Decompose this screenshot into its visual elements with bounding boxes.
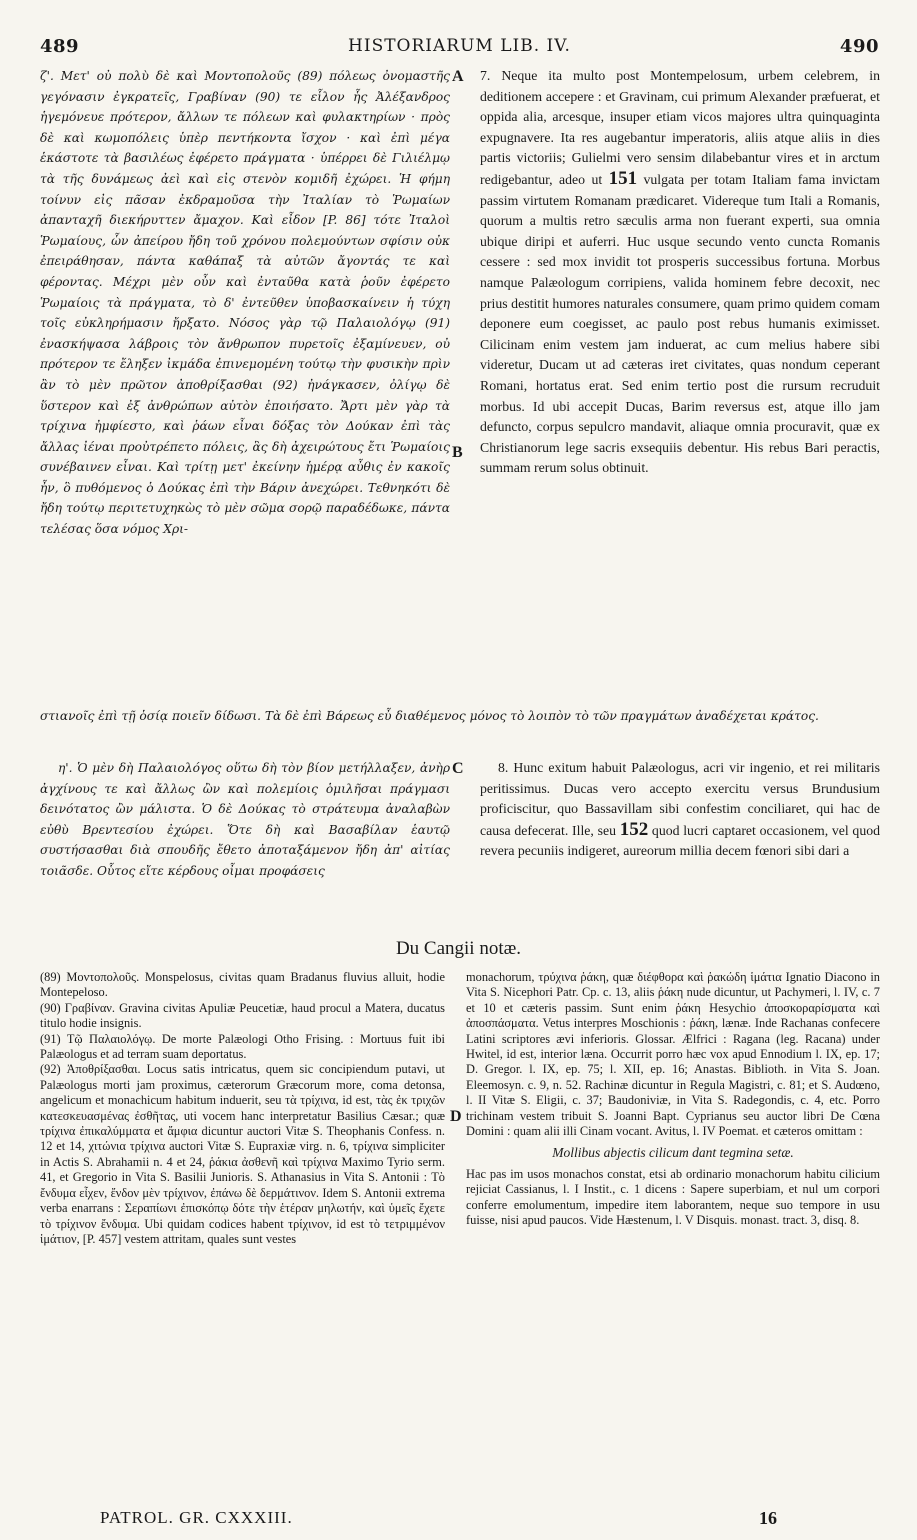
column-number-151: 151 — [608, 167, 638, 189]
notes-heading: Du Cangii notæ. — [395, 938, 522, 959]
note-92-conclusion: Hac pas im usos monachos constat, etsi ab ordinario monachorum habitu cilicium rejiciat Cassianus, l. I Instit., c. 1 dicens : Sapere superbiam, et nul um corpori conferre emolumentum, impedire item laborantem, neque suo tempore in usu fuisse, nisi apud paucos. Vide Hæstenum, l. V Disquis. monast. tract. 3, disq. 8. — [466, 1166, 880, 1228]
note-89: (89) Μοντοπολοῦς. Monspelosus, civitas quam Bradanus fluvius alluit, hodie Montepeloso. — [40, 970, 445, 1000]
greek-column-ch7 — [40, 66, 450, 704]
latin-text-8b: quod lucri captaret occasionem, vel quod revera pecuniis indigeret, aureorum millia decem fœnori sibi dari a — [480, 822, 880, 859]
greek-paragraph-7: ζ'. Μετ' οὐ πολὺ δὲ καὶ Μοντοπολοῦς (89) πόλεως ὀνομαστῆς γεγόνασιν ἐγκρατεῖς, Γραβίναν (90) τε εἷλον ἧς Ἀλέξανδρος ἡγεμόνευε πρότερον, ἄλλων τε πόλεων καὶ φυλακτηρίων · πρὸς δὲ καὶ κωμοπόλεις ὑπὲρ πεντήκοντα ἴσχον · καὶ ἐπὶ μέγα ἑκάστοτε τὰ βασιλέως ἐφέρετο πράγματα · ὑπέρρει δὲ Γιλιέλμῳ τὰ τῆς δυνάμεως ἀεὶ καὶ εἰς στενὸν κομιδῆ ἐχώρει. Ἡ φήμη τοίνυν εἰς πᾶσαν ἐκδραμοῦσα τὴν Ἰταλίαν τὸ Ῥωμαίων ἀπανταχῆ διεκήρυττεν ἄμαχον. Καὶ εἶδον [P. 86] τότε Ἰταλοὶ Ῥωμαίους, ὧν ἀπείρου ἤδη τοῦ χρόνου πολεμούντων σφίσιν οὐκ ἐπειράθησαν, πάντα καθάπαξ τὰ αὐτῶν ἄγοντάς τε καὶ φέροντας. Μέχρι μὲν οὖν καὶ ἐνταῦθα κατὰ ῥοῦν ἐφέρετο Ῥωμαίοις τὰ πράγματα, τὸ δ' ἐντεῦθεν ὑποβασκαίνειν ἡ τύχη τοῖς εὐκληρήμασιν ἤρξατο. Νόσος γὰρ τῷ Παλαιολόγῳ (91) ἐνασκήψασα λάβροις τὸν ἄνθρωπον πυρετοῖς ἐξαμίνευεν, οὐ πρότερον τε ἔληξεν ἰκμάδα ἐπινεμομένη τούτῳ τὴν φυσικὴν πρὶν ἂν τὸ μὲν πρῶτον ἀποθρίξασθαι (92) ἠνάγκασεν, ὀλίγῳ δὲ ὕστερον καὶ ἐξ ἀνθρώπων αὐτὸν ἐποιήσατο. Ἄρτι μὲν γὰρ τὰ τρίχινα ἠμφίεστο, καὶ ῥάων εἶναι δόξας τὸν Δούκαν ἐπὶ τὰς ἄλλας ἰέναι προὐτρέπετο πόλεις, ἃς δὴ ἀχειρώτους ἔτι Ῥωμαίοις συνέβαινεν εἶναι. Καὶ τρίτῃ μετ' ἐκείνην ἡμέρᾳ αὖθις ἐν κακοῖς ἦν, ὃ πυθόμενος ὁ Δούκας ἐπὶ τὴν Βάριν ἀνεχώρει. Τεθνηκότι δὲ ἤδη τούτῳ περιτετυχηκὼς τὸ μὲν σῶμα σορῷ παραδέδωκε, πάντα τελέσας ὅσα νόμος Χρι- — [40, 69, 450, 537]
latin-column-ch7 — [480, 66, 880, 706]
latin-column-ch8 — [480, 758, 880, 926]
footer-series: PATROL. GR. CXXXIII. — [100, 1508, 293, 1527]
greek-fullwidth-continuation: στιανοῖς ἐπὶ τῇ ὁσίᾳ ποιεῖν δίδωσι. Τὰ δὲ ἐπὶ Βάρεως εὖ διαθέμενος μόνος τὸ λοιπὸν τὸ τῶν πραγμάτων ἀναδέχεται κράτος. — [40, 709, 819, 723]
margin-marker-b: B — [452, 444, 463, 461]
notes-right-column — [466, 970, 880, 1500]
latin-text-8a: 8. Hunc exitum habuit Palæologus, acri vir ingenio, et rei militaris peritissimus. Ducas vero accepto exercitu versus Brundusium proficiscitur, quo Bassavillam sibi confestim conciliaret, qui hac de causa defecerat. Ille, seu — [480, 760, 880, 838]
note-92-continued: monachorum, τρύχινα ῥάκη, quæ διέφθορα καὶ ῥακώδη ἱμάτια Ignatio Diacono in Vita S. Nicephori Patr. Cp. c. 13, aliis ῥάκη nude dicuntur, ut Pachymeri, l. IV, c. 7 et 10 et cæteris passim. Sunt enim ῥάκη Hesychio ἀποσκοραρίσματα καὶ ἀποσπάσματα. Vetus interpres Moschionis : ῥάκη, lænæ. Inde Rachanas confecere Latini scriptores ævi inferioris. Glossar. Ælfrici : Ragana (leg. Racana) under Hwitel, id est, interior læna. Occurrit porro hæc vox apud Ennodium l. IX, ep. 17; D. Gregor. l. IX, ep. 75; l. XII, ep. 16; Anastas. Biblioth. in Vita S. Joan. Eleemosyn. c. 9, n. 52. Rachinæ dicuntur in Regula Magistri, c. 81; et S. Audœno, l. II Vitæ S. Eligii, c. 37; Baudoniviæ, in Vita S. Radegondis, c. 4, etc. Porro trichinam vestem tribuit S. Joanni Bapt. Cyprianus seu auctor libri De Cœna Domini : quam alii illi Cinam vocant. Avitus, l. IV Poemat. et cæteros omittam : — [466, 970, 880, 1139]
latin-paragraph-8 — [480, 758, 880, 862]
greek-column-ch8 — [40, 758, 450, 926]
running-title: HISTORIARUM LIB. IV. — [348, 36, 571, 56]
margin-marker-a: A — [452, 68, 464, 85]
latin-text-7b: vulgata per totam Italiam fama invictam passim virtutem Romanam prædicaret. Videreque tum Itali a Romanis, quorum a multis retro sæculis arma non fuerant experti, sua omnia ubique diripi et auferri. Huc usque secundo vento cuncta Romanis cessere : sed mox invidit tot prosperis successibus fortuna. Morbus namque Palæologum corripiens, valida hominem febre decoxit, nec prius destitit humores naturales consumere, quam primo quidem comam deponere eum coegisset, ac paulo post rebus humanis eximisset. Cilicinam enim vestem jam induerat, ac cum melius habere sibi videretur, Ducam ut ad cæteras iret civitates, quas nondum ceperant Romani, hortatus erat. Sed enim tertio post die rursum recruduit morbus. Id ubi accepit Ducas, Barim reversus est, atque illo jam defuncto, corpus sepulcro mandavit, aliaque omnia procuravit, quæ ex Christianorum lege sacris exsequiis debentur. His rebus Bari peractis, summam rerum solus obtinuit. — [480, 171, 880, 476]
note-91: (91) Τῷ Παλαιολόγῳ. De morte Palæologi Otho Frising. : Mortuus fuit ibi Palæologus et ad terram suam deportatus. — [40, 1031, 445, 1062]
page-footer — [100, 1508, 777, 1530]
margin-marker-d: D — [450, 1108, 462, 1125]
column-number-152: 152 — [619, 818, 649, 840]
page-number-left: 489 — [40, 36, 80, 57]
latin-text-7a: 7. Neque ita multo post Montempelosum, urbem celebrem, in deditionem accepere : et Gravinam, cui primum Alexander præfuerat, et oppida alia, arcesque, insuper etiam vicos majores ultra quinquaginta expugnavere. Ita res augebantur imperatoris, aliis atque aliis in dies partis victoriis; Gulielmi vero sensim dilabebantur vires et in arctum redigebantur, adeo ut — [480, 68, 880, 187]
notes-left-column — [40, 970, 445, 1500]
page-number-right: 490 — [839, 36, 879, 57]
latin-paragraph-7 — [480, 66, 880, 479]
greek-paragraph-8: η'. Ὁ μὲν δὴ Παλαιολόγος οὕτω δὴ τὸν βίον μετήλλαξεν, ἀνὴρ ἀγχίνους τε καὶ ἄλλως ὢν καὶ πολεμίοις ὁμιλῆσαι πράγμασι δεινότατος ὢν μάλιστα. Ὁ δὲ Δούκας τὸ στράτευμα ἀναλαβὼν εὐθὺ Βρεντεσίου ἐχώρει. Ὅτε δὴ καὶ Βασαβίλαν ἑαυτῷ συστήσασθαι διὰ σπουδῆς ἔθετο ἀποταξάμενον ἤδη ἀπ' αἰτίας τοιᾶσδε. Οὗτος εἴτε κέρδους οἶμαι προφάσεις — [40, 761, 450, 878]
verse-quotation: Mollibus abjectis cilicum dant tegmina setæ. — [552, 1145, 794, 1161]
margin-marker-c: C — [452, 760, 464, 777]
note-92: (92) Ἀποθρίξασθαι. Locus satis intricatus, quem sic concipiendum putavi, ut Palæologus morti jam proximus, cæterorum Græcorum more, coma detonsa, angelicum et monachicum habitum induerit, seu τὰ τρίχινα, id est, τὰς ἐκ τριχῶν κατεσκευασμένας ἐσθῆτας, uti vocem hanc interpretatur Basilius Cæsar.; quæ τρίχινα ἐπικαλύμματα et ἄμφια dicuntur auctori Vitæ S. Theophanis Confess. n. 12 et 14, χιτώνια τρίχινα auctori Vitæ S. Eupraxiæ virg. n. 6, τρίχινα simpliciter in Actis S. Abrahamii n. 4 et 24, ῥάκια ἀσθενῆ καὶ τρίχινα Maximo Tyrio serm. 41, et Gregorio in Vita S. Basilii Junioris. S. Athanasius in Vita S. Antonii : Τὸ ἔνδυμα εἶχεν, ἔνδον μὲν τρίχινον, ἐπάνω δὲ δερμάτινον. Idem S. Antonii extrema verba enarrans : Σεραπίωνι ἐπισκόπῳ δότε τὴν ἑτέραν μηλωτήν, καὶ ὑμεῖς ἔχετε τὸ τρίχινον ἔνδυμα. Ubi quidam codices habent τρίχινον, id est τὸ τετριμμένον ἱμάτιον, [P. 457] vestem attritam, quales sunt vestes — [40, 1062, 445, 1246]
footer-signature: 16 — [759, 1508, 777, 1528]
running-header — [40, 36, 879, 58]
note-90: (90) Γραβίναν. Gravina civitas Apuliæ Peucetiæ, haud procul a Matera, ducatus titulo hodie insignis. — [40, 1000, 445, 1031]
